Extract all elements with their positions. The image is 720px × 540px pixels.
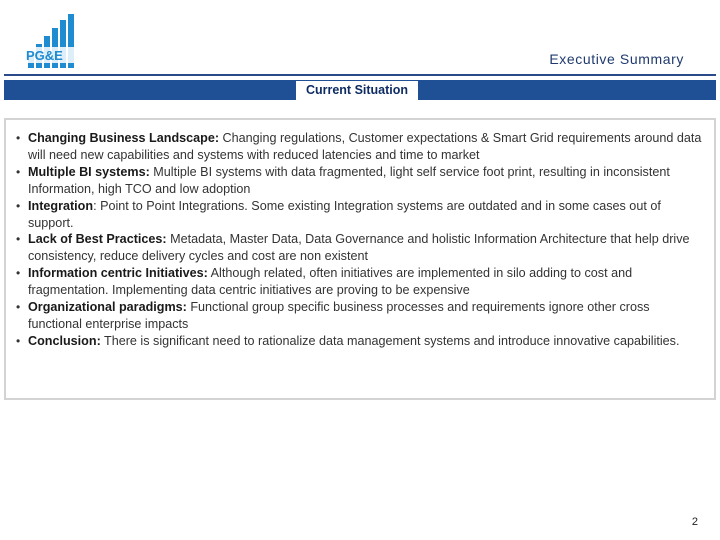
logo-text: PG&E [26,48,63,63]
page-number: 2 [691,516,698,528]
bullet-text: : Point to Point Integrations. Some existing Integration systems are outdated and in some cases out of support. [28,198,661,230]
bullet-text: Changing regulations, Customer expectations & Smart Grid requirements around data will need new capabilities and systems with reduced latencies and time to market [28,131,702,162]
bullet-term: Changing Business Landscape: [28,131,220,145]
bullet-text: There is significant need to rationalize data management systems and introduce innovative capabilities. [100,333,680,348]
bullet-item [16,333,704,350]
bullet-item [16,164,704,198]
bullet-text: Multiple BI systems with data fragmented, light self service foot print, resulting in inconsistent Information, high TCO and low adoption [28,164,670,196]
bullet-text: Metadata, Master Data, Data Governance and holistic Information Architecture that help drive consistency, reduce delivery cycles and cost are non existent [28,232,690,264]
bullet-text: Functional group specific business processes and requirements ignore other cross functional enterprise impacts [28,300,650,331]
bullet-term: Integration [28,198,94,213]
content-box [4,118,716,400]
bullet-item [16,130,704,164]
bullet-term: Conclusion: [28,333,101,348]
pge-logo [24,14,78,68]
bullet-term: Lack of Best Practices: [28,232,167,247]
section-title: Current Situation [296,81,418,100]
bullet-list [6,120,714,350]
bullet-term: Multiple BI systems: [28,164,150,179]
bullet-term: Information centric Initiatives: [28,266,208,281]
bullet-item [16,299,704,333]
bullet-item [16,265,704,299]
bullet-text: Although related, often initiatives are implemented in silo adding to cost and fragmentation. Implementing data centric initiatives are proving to be expensive [28,266,633,298]
bullet-item [16,231,704,265]
header-divider [4,74,716,76]
page-title: Executive Summary [549,51,684,67]
bullet-item [16,198,704,232]
bullet-term: Organizational paradigms: [28,300,187,315]
